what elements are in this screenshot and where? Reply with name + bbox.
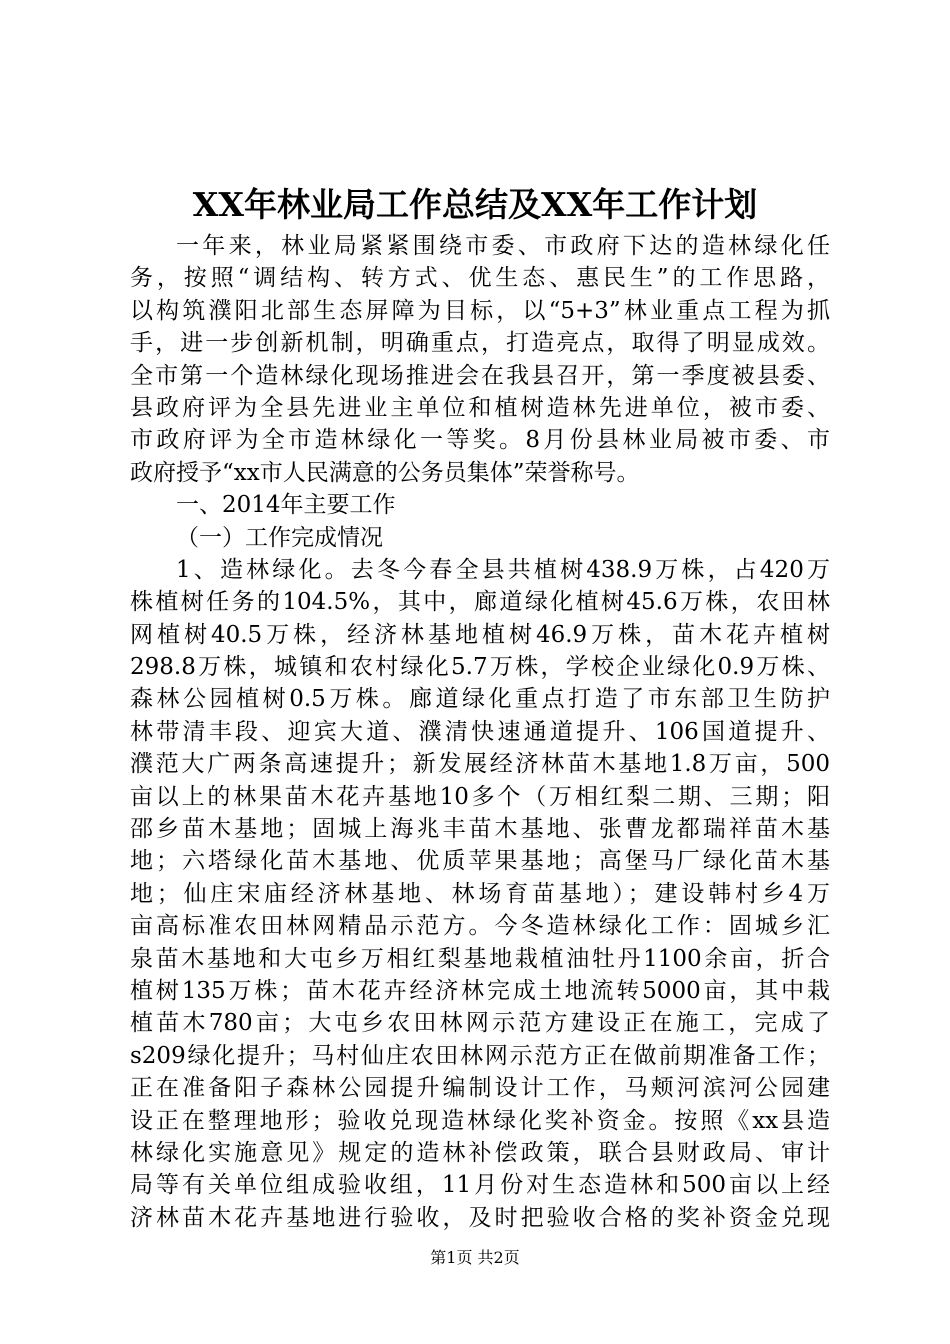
text-line: 设正在整理地形；验收兑现造林绿化奖补资金。按照《xx县造 <box>130 1107 830 1134</box>
text-line: 市政府评为全市造林绿化一等奖。8月份县林业局被市委、市 <box>130 427 830 454</box>
text-line: 亩以上的林果苗木花卉基地10多个（万相红梨二期、三期；阳 <box>130 783 830 810</box>
text-line: 手，进一步创新机制，明确重点，打造亮点，取得了明显成效。 <box>130 330 830 357</box>
text-line: 局等有关单位组成验收组，11月份对生态造林和500亩以上经 <box>130 1172 830 1199</box>
text-line: 地；六塔绿化苗木基地、优质苹果基地；高堡马厂绿化苗木基 <box>130 848 830 875</box>
text-line: 株植树任务的104.5%，其中，廊道绿化植树45.6万株，农田林 <box>130 589 830 616</box>
section-heading: 一、2014年主要工作 <box>176 492 396 519</box>
text-line: 亩高标准农田林网精品示范方。今冬造林绿化工作：固城乡汇 <box>130 913 830 940</box>
text-line: 务，按照“调结构、转方式、优生态、惠民生”的工作思路， <box>130 265 830 292</box>
text-line: 濮范大广两条高速提升；新发展经济林苗木基地1.8万亩，500 <box>130 751 830 778</box>
text-line: 泉苗木基地和大屯乡万相红梨基地栽植油牡丹1100余亩，折合 <box>130 945 830 972</box>
text-line: 政府授予“xx市人民满意的公务员集体”荣誉称号。 <box>130 459 640 486</box>
text-line: 森林公园植树0.5万株。廊道绿化重点打造了市东部卫生防护 <box>130 686 830 713</box>
text-line: 298.8万株，城镇和农村绿化5.7万株，学校企业绿化0.9万株、 <box>130 654 830 681</box>
text-line: 全市第一个造林绿化现场推进会在我县召开，第一季度被县委、 <box>130 362 830 389</box>
text-line: 1、造林绿化。去冬今春全县共植树438.9万株，占420万 <box>176 556 830 583</box>
subsection-heading: （一）工作完成情况 <box>176 524 383 551</box>
text-line: 林带清丰段、迎宾大道、濮清快速通道提升、106国道提升、 <box>130 718 830 745</box>
document-body <box>130 230 830 1234</box>
text-line: 一年来，林业局紧紧围绕市委、市政府下达的造林绿化任 <box>176 233 830 259</box>
text-line: 正在准备阳子森林公园提升编制设计工作，马颊河滨河公园建 <box>130 1075 830 1102</box>
text-line: 济林苗木花卉基地进行验收，及时把验收合格的奖补资金兑现 <box>130 1204 830 1231</box>
document-title: XX年林业局工作总结及XX年工作计划 <box>192 185 758 224</box>
text-line: 林绿化实施意见》规定的造林补偿政策，联合县财政局、审计 <box>130 1139 830 1166</box>
text-line: 邵乡苗木基地；固城上海兆丰苗木基地、张曹龙都瑞祥苗木基 <box>130 816 830 843</box>
text-line: s209绿化提升；马村仙庄农田林网示范方正在做前期准备工作； <box>130 1042 830 1069</box>
text-line: 植树135万株；苗木花卉经济林完成土地流转5000亩，其中栽 <box>130 977 830 1004</box>
text-line: 地；仙庄宋庙经济林基地、林场育苗基地）；建设韩村乡4万 <box>130 880 830 907</box>
text-line: 网植树40.5万株，经济林基地植树46.9万株，苗木花卉植树 <box>130 621 830 648</box>
text-line: 县政府评为全县先进业主单位和植树造林先进单位，被市委、 <box>130 394 830 421</box>
text-line: 以构筑濮阳北部生态屏障为目标，以“5+3”林业重点工程为抓 <box>130 297 830 324</box>
page-number-footer: 第1页 共2页 <box>430 1248 520 1267</box>
text-line: 植苗木780亩；大屯乡农田林网示范方建设正在施工，完成了 <box>130 1010 830 1037</box>
